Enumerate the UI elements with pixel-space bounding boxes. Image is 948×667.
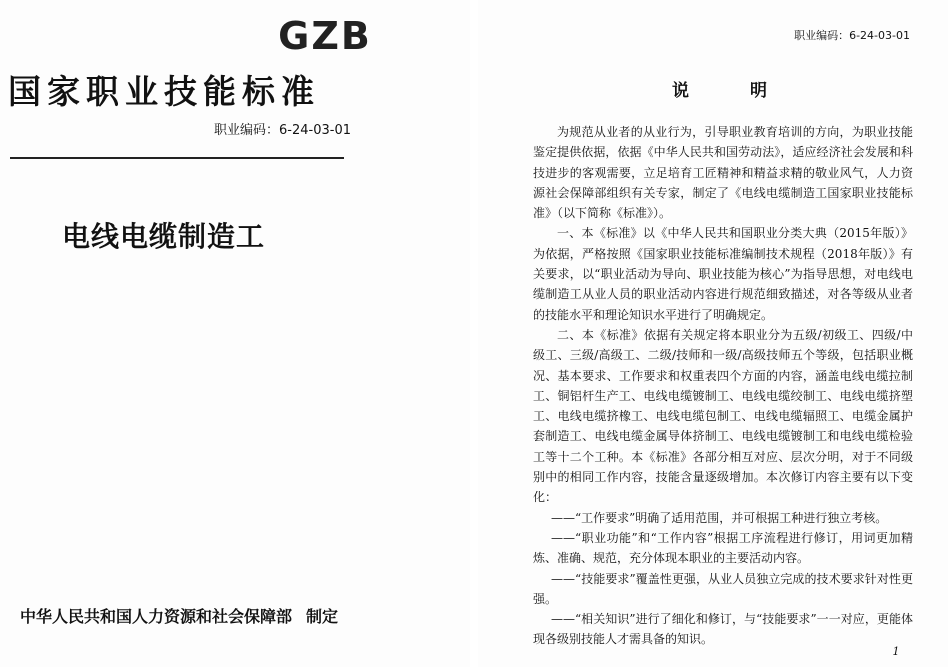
change-item: ——“工作要求”明确了适用范围，并可根据工种进行独立考核。: [551, 510, 888, 525]
page-number: 1: [892, 645, 900, 658]
occupation-code-header: 职业编码：6-24-03-01: [794, 29, 910, 42]
paragraph: 为规范从业者的从业行为，引导职业教育培训的方向，为职业技能鉴定提供依据，依据《中华人民共和国劳动法》，适应经济社会发展和科技进步的客观需要，立足培育工匠精神和精益求精的敬业风气，人力资源社会保障部组织有关专家，制定了《电线电缆制造工国家职业技能标准》（以下简称《标准》）。: [533, 125, 913, 221]
change-item: ——“技能要求”覆盖性更强，从业人员独立完成的技术要求针对性更强。: [533, 571, 913, 606]
change-item: ——“相关知识”进行了细化和修订，与“技能要求”一一对应，更能体现各级别技能人才需具备的知识。: [533, 612, 913, 647]
explanation-body: [533, 122, 913, 650]
occupation-title: 电线电缆制造工: [62, 220, 266, 253]
publisher-name: 中华人民共和国人力资源和社会保障部: [20, 607, 293, 626]
occupation-code: 职业编码：6-24-03-01: [214, 123, 351, 138]
national-standard-heading: 国家职业技能标准: [8, 72, 320, 111]
divider-rule: [10, 157, 344, 159]
cover-page: [0, 0, 470, 667]
paragraph: 二、本《标准》依据有关规定将本职业分为五级/初级工、四级/中级工、三级/高级工、二级/技师和一级/高级技师五个等级，包括职业概况、基本要求、工作要求和权重表四个方面的内容，涵盖电线电缆拉制工、铜铝杆生产工、电线电缆镀制工、电线电缆绞制工、电线电缆挤塑工、电线电缆挤橡工、电线电缆包制工、电线电缆辐照工、电缆金属护套制造工、电线电缆金属导体挤制工、电线电缆镀制工和电线电缆检验工等十二个工种。本《标准》各部分相互对应、层次分明，对于不同级别中的相同工作内容，技能含量逐级增加。本次修订内容主要有以下变化：: [533, 327, 913, 505]
paragraph: 一、本《标准》以《中华人民共和国职业分类大典（2015年版）》为依据，严格按照《国家职业技能标准编制技术规程（2018年版）》有关要求，以“职业活动为导向、职业技能为核心”为指导思想，对电线电缆制造工从业人员的职业活动内容进行规范细致描述，对各等级从业者的技能水平和理论知识水平进行了明确规定。: [533, 226, 913, 322]
change-item: ——“职业功能”和“工作内容”根据工序流程进行修订，用词更加精炼、准确、规范，充分体现本职业的主要活动内容。: [533, 530, 913, 566]
gzb-logo: GZB: [278, 14, 372, 58]
publisher-suffix: 制定: [306, 607, 339, 626]
section-title: 说 明: [672, 81, 789, 101]
page-gutter: [470, 0, 478, 667]
publisher-line: [20, 604, 350, 627]
